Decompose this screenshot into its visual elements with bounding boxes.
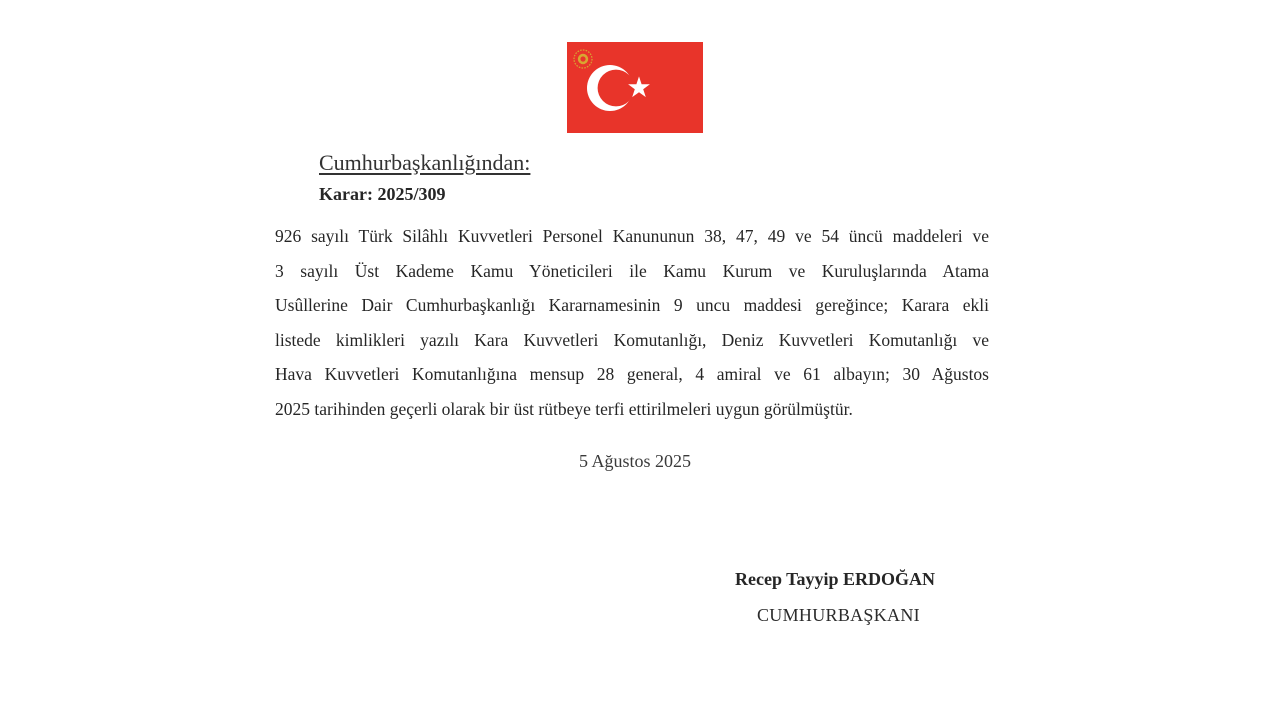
turkish-flag-icon: [567, 42, 703, 133]
signer-name: Recep Tayyip ERDOĞAN: [735, 569, 936, 589]
body-line: listede kimlikleri yazılı Kara Kuvvetleri Komutanlığı, Deniz Kuvvetleri Komutanlığı ve: [275, 329, 989, 350]
body-line: 3 sayılı Üst Kademe Kamu Yöneticileri ile Kamu Kurum ve Kuruluşlarında Atama: [275, 260, 989, 281]
body-line: 2025 tarihinden geçerli olarak bir üst rütbeye terfi ettirilmeleri uygun görülmüştür.: [275, 398, 853, 419]
decree-date: 5 Ağustos 2025: [578, 451, 692, 471]
signer-title: CUMHURBAŞKANI: [757, 605, 920, 625]
body-line: Hava Kuvvetleri Komutanlığına mensup 28 general, 4 amiral ve 61 albayın; 30 Ağustos: [275, 364, 989, 384]
decision-number: Karar: 2025/309: [319, 184, 446, 204]
crescent-inner: [598, 70, 635, 107]
issuing-authority-heading: Cumhurbaşkanlığından:: [319, 150, 531, 175]
decree-body: [275, 222, 989, 429]
body-line: Usûllerine Dair Cumhurbaşkanlığı Kararnamesinin 9 uncu maddesi gereğince; Karara ekli: [275, 295, 989, 315]
body-line: 926 sayılı Türk Silâhlı Kuvvetleri Personel Kanununun 38, 47, 49 ve 54 üncü maddeleri ve: [275, 226, 989, 246]
